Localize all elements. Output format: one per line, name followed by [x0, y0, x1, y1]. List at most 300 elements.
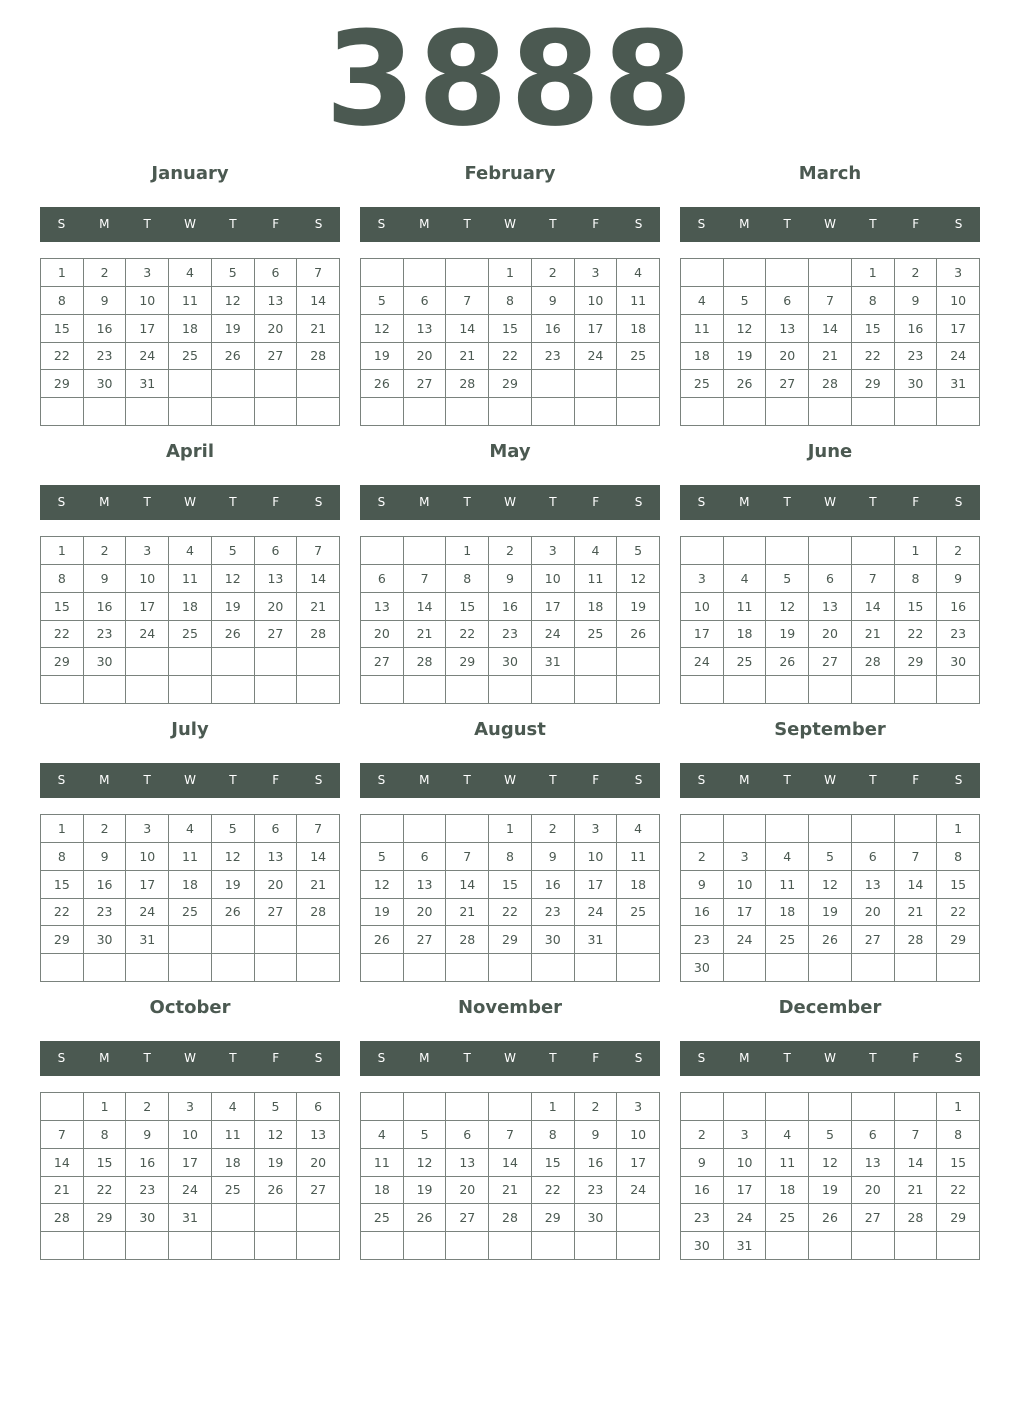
empty-cell [532, 398, 575, 426]
day-cell: 9 [489, 565, 532, 593]
day-cell: 12 [212, 843, 255, 871]
day-cell: 23 [681, 926, 724, 954]
empty-cell [446, 815, 489, 843]
weekday-label: F [592, 217, 600, 231]
empty-cell [724, 259, 767, 287]
day-cell: 21 [446, 899, 489, 927]
weekday-label: W [504, 773, 516, 787]
day-cell: 24 [724, 926, 767, 954]
day-cell: 13 [809, 593, 852, 621]
day-cell: 10 [575, 287, 618, 315]
day-cell: 22 [937, 899, 980, 927]
day-cell: 4 [724, 565, 767, 593]
day-cell: 16 [84, 315, 127, 343]
empty-cell [126, 954, 169, 982]
day-cell: 17 [617, 1149, 660, 1177]
weekday-header [360, 1041, 660, 1076]
empty-cell [809, 815, 852, 843]
weekday-label: T [143, 1051, 151, 1065]
day-cell: 29 [532, 1204, 575, 1232]
day-cell: 5 [809, 843, 852, 871]
weekday-label: T [229, 495, 237, 509]
day-cell: 27 [404, 926, 447, 954]
empty-cell [809, 537, 852, 565]
day-cell: 7 [404, 565, 447, 593]
empty-cell [297, 1204, 340, 1232]
day-cell: 24 [575, 343, 618, 371]
day-cell: 21 [41, 1177, 84, 1205]
day-cell: 17 [575, 871, 618, 899]
day-cell: 16 [532, 871, 575, 899]
day-cell: 25 [617, 343, 660, 371]
day-cell: 11 [766, 871, 809, 899]
day-cell: 19 [617, 593, 660, 621]
day-cell: 30 [84, 926, 127, 954]
day-cell: 11 [169, 843, 212, 871]
day-cell: 16 [937, 593, 980, 621]
day-cell: 31 [937, 370, 980, 398]
day-cell: 22 [41, 621, 84, 649]
day-cell: 29 [41, 370, 84, 398]
day-cell: 18 [766, 899, 809, 927]
month-title: July [171, 719, 209, 740]
day-cell: 19 [809, 1177, 852, 1205]
empty-cell [212, 1204, 255, 1232]
day-cell: 26 [212, 343, 255, 371]
day-cell: 6 [404, 287, 447, 315]
day-cell: 19 [724, 343, 767, 371]
day-cell: 5 [361, 287, 404, 315]
day-cell: 12 [255, 1121, 298, 1149]
empty-cell [895, 398, 938, 426]
weekday-header [360, 763, 660, 798]
empty-cell [84, 398, 127, 426]
day-cell: 11 [681, 315, 724, 343]
day-cell: 12 [212, 287, 255, 315]
weekday-header [680, 207, 980, 242]
day-cell: 30 [895, 370, 938, 398]
empty-cell [255, 1204, 298, 1232]
empty-cell [297, 954, 340, 982]
empty-cell [84, 676, 127, 704]
day-cell: 21 [446, 343, 489, 371]
day-cell: 6 [361, 565, 404, 593]
day-cell: 25 [212, 1177, 255, 1205]
day-cell: 5 [212, 259, 255, 287]
day-cell: 21 [852, 621, 895, 649]
weekday-label: S [954, 773, 963, 787]
day-cell: 19 [809, 899, 852, 927]
weekday-label: S [697, 217, 706, 231]
day-cell: 5 [212, 537, 255, 565]
day-cell: 7 [895, 843, 938, 871]
day-cell: 6 [297, 1093, 340, 1121]
day-cell: 20 [404, 343, 447, 371]
empty-cell [724, 1093, 767, 1121]
day-cell: 12 [809, 1149, 852, 1177]
weekday-label: T [549, 1051, 557, 1065]
day-cell: 20 [255, 315, 298, 343]
empty-cell [41, 954, 84, 982]
empty-cell [937, 1232, 980, 1260]
empty-cell [766, 954, 809, 982]
empty-cell [681, 537, 724, 565]
weekday-label: S [377, 495, 386, 509]
day-cell: 15 [937, 871, 980, 899]
empty-cell [169, 398, 212, 426]
empty-cell [404, 815, 447, 843]
weekday-label: T [783, 217, 791, 231]
day-cell: 26 [809, 1204, 852, 1232]
empty-cell [895, 676, 938, 704]
weekday-label: S [314, 217, 323, 231]
day-cell: 19 [404, 1177, 447, 1205]
day-cell: 15 [84, 1149, 127, 1177]
day-cell: 25 [361, 1204, 404, 1232]
empty-cell [169, 676, 212, 704]
weekday-label: S [634, 1051, 643, 1065]
day-cell: 22 [489, 343, 532, 371]
weekday-label: T [463, 1051, 471, 1065]
weekday-label: T [143, 773, 151, 787]
weekday-label: M [419, 773, 430, 787]
day-cell: 10 [617, 1121, 660, 1149]
day-cell: 28 [446, 370, 489, 398]
empty-cell [681, 815, 724, 843]
day-cell: 29 [41, 926, 84, 954]
empty-cell [575, 1232, 618, 1260]
weekday-label: W [824, 495, 836, 509]
day-cell: 28 [489, 1204, 532, 1232]
day-cell: 30 [84, 370, 127, 398]
empty-cell [895, 1093, 938, 1121]
day-cell: 21 [895, 899, 938, 927]
day-cell: 14 [297, 565, 340, 593]
day-cell: 27 [809, 648, 852, 676]
weekday-label: M [99, 495, 110, 509]
day-cell: 26 [809, 926, 852, 954]
year-title: 3888 [325, 3, 695, 155]
day-cell: 30 [937, 648, 980, 676]
day-cell: 2 [489, 537, 532, 565]
day-cell: 8 [489, 843, 532, 871]
day-cell: 9 [681, 1149, 724, 1177]
day-cell: 7 [489, 1121, 532, 1149]
day-cell: 4 [766, 1121, 809, 1149]
day-cell: 28 [297, 899, 340, 927]
empty-cell [297, 676, 340, 704]
day-cell: 20 [255, 593, 298, 621]
day-cell: 16 [895, 315, 938, 343]
empty-cell [852, 537, 895, 565]
day-cell: 14 [404, 593, 447, 621]
day-cell: 7 [41, 1121, 84, 1149]
day-cell: 18 [169, 315, 212, 343]
empty-cell [361, 676, 404, 704]
day-cell: 17 [126, 315, 169, 343]
month-title: May [489, 441, 531, 462]
empty-cell [126, 1232, 169, 1260]
day-cell: 9 [126, 1121, 169, 1149]
day-cell: 29 [489, 370, 532, 398]
day-cell: 24 [126, 899, 169, 927]
day-cell: 3 [575, 815, 618, 843]
empty-cell [446, 676, 489, 704]
day-cell: 27 [852, 926, 895, 954]
weekday-label: W [504, 217, 516, 231]
empty-cell [297, 398, 340, 426]
empty-cell [361, 1093, 404, 1121]
day-cell: 23 [84, 899, 127, 927]
day-cell: 17 [724, 899, 767, 927]
empty-cell [766, 537, 809, 565]
empty-cell [852, 676, 895, 704]
day-cell: 1 [532, 1093, 575, 1121]
day-cell: 1 [41, 537, 84, 565]
day-grid [360, 1092, 660, 1260]
weekday-label: S [57, 773, 66, 787]
day-grid [360, 258, 660, 426]
day-cell: 8 [41, 565, 84, 593]
day-cell: 19 [255, 1149, 298, 1177]
day-cell: 17 [575, 315, 618, 343]
empty-cell [255, 398, 298, 426]
weekday-label: S [377, 1051, 386, 1065]
day-cell: 23 [532, 899, 575, 927]
empty-cell [404, 398, 447, 426]
weekday-label: T [869, 1051, 877, 1065]
day-cell: 15 [895, 593, 938, 621]
day-cell: 4 [169, 537, 212, 565]
empty-cell [404, 1232, 447, 1260]
day-cell: 6 [255, 537, 298, 565]
weekday-label: S [314, 495, 323, 509]
day-cell: 25 [766, 926, 809, 954]
day-cell: 14 [446, 871, 489, 899]
empty-cell [617, 370, 660, 398]
empty-cell [41, 398, 84, 426]
day-cell: 13 [255, 843, 298, 871]
day-cell: 1 [489, 815, 532, 843]
day-cell: 26 [404, 1204, 447, 1232]
empty-cell [255, 1232, 298, 1260]
day-cell: 2 [84, 815, 127, 843]
empty-cell [84, 1232, 127, 1260]
month-title: November [457, 997, 563, 1018]
day-cell: 29 [489, 926, 532, 954]
day-cell: 11 [575, 565, 618, 593]
day-cell: 1 [489, 259, 532, 287]
month-title: October [149, 997, 231, 1018]
empty-cell [255, 926, 298, 954]
day-cell: 24 [126, 621, 169, 649]
day-cell: 23 [126, 1177, 169, 1205]
day-cell: 26 [255, 1177, 298, 1205]
day-cell: 9 [532, 843, 575, 871]
day-cell: 16 [681, 1177, 724, 1205]
day-cell: 10 [937, 287, 980, 315]
weekday-label: F [592, 495, 600, 509]
weekday-label: F [912, 773, 920, 787]
day-cell: 20 [255, 871, 298, 899]
empty-cell [212, 926, 255, 954]
weekday-label: T [783, 773, 791, 787]
day-cell: 13 [852, 871, 895, 899]
day-cell: 25 [724, 648, 767, 676]
weekday-label: T [869, 495, 877, 509]
weekday-label: F [912, 217, 920, 231]
day-cell: 18 [724, 621, 767, 649]
day-grid [360, 814, 660, 982]
day-cell: 18 [575, 593, 618, 621]
empty-cell [852, 1232, 895, 1260]
day-cell: 24 [617, 1177, 660, 1205]
day-cell: 30 [532, 926, 575, 954]
weekday-label: S [634, 773, 643, 787]
day-cell: 29 [937, 1204, 980, 1232]
empty-cell [852, 815, 895, 843]
day-cell: 27 [255, 343, 298, 371]
weekday-label: F [272, 1051, 280, 1065]
day-cell: 23 [532, 343, 575, 371]
day-cell: 23 [895, 343, 938, 371]
day-cell: 18 [766, 1177, 809, 1205]
empty-cell [361, 815, 404, 843]
day-cell: 13 [255, 287, 298, 315]
empty-cell [489, 1232, 532, 1260]
day-cell: 1 [937, 1093, 980, 1121]
day-cell: 29 [84, 1204, 127, 1232]
weekday-label: W [504, 1051, 516, 1065]
weekday-label: S [697, 1051, 706, 1065]
weekday-label: S [954, 495, 963, 509]
day-cell: 27 [297, 1177, 340, 1205]
day-cell: 11 [169, 565, 212, 593]
day-cell: 10 [724, 871, 767, 899]
day-cell: 15 [41, 871, 84, 899]
weekday-header [40, 1041, 340, 1076]
day-cell: 17 [681, 621, 724, 649]
day-cell: 7 [297, 537, 340, 565]
weekday-label: T [143, 217, 151, 231]
weekday-label: W [824, 1051, 836, 1065]
empty-cell [852, 954, 895, 982]
empty-cell [617, 926, 660, 954]
day-cell: 27 [852, 1204, 895, 1232]
empty-cell [809, 1232, 852, 1260]
day-cell: 25 [575, 621, 618, 649]
day-cell: 12 [212, 565, 255, 593]
empty-cell [681, 676, 724, 704]
weekday-label: W [504, 495, 516, 509]
empty-cell [617, 1204, 660, 1232]
day-cell: 5 [809, 1121, 852, 1149]
weekday-label: F [272, 773, 280, 787]
empty-cell [617, 648, 660, 676]
day-cell: 11 [212, 1121, 255, 1149]
day-cell: 8 [532, 1121, 575, 1149]
month-title: February [464, 163, 556, 184]
day-cell: 1 [852, 259, 895, 287]
day-cell: 13 [255, 565, 298, 593]
day-cell: 8 [895, 565, 938, 593]
month-title: March [798, 163, 862, 184]
day-cell: 23 [84, 343, 127, 371]
day-cell: 5 [361, 843, 404, 871]
day-cell: 26 [212, 899, 255, 927]
empty-cell [852, 398, 895, 426]
day-cell: 16 [575, 1149, 618, 1177]
weekday-header [360, 485, 660, 520]
day-cell: 14 [809, 315, 852, 343]
day-cell: 2 [895, 259, 938, 287]
day-cell: 21 [489, 1177, 532, 1205]
weekday-label: W [824, 217, 836, 231]
empty-cell [937, 398, 980, 426]
empty-cell [404, 259, 447, 287]
day-cell: 18 [617, 315, 660, 343]
day-cell: 13 [446, 1149, 489, 1177]
day-cell: 7 [446, 287, 489, 315]
empty-cell [809, 954, 852, 982]
day-cell: 20 [446, 1177, 489, 1205]
day-grid [360, 536, 660, 704]
weekday-label: T [463, 217, 471, 231]
day-cell: 4 [575, 537, 618, 565]
weekday-label: S [57, 1051, 66, 1065]
weekday-label: F [912, 1051, 920, 1065]
day-cell: 20 [404, 899, 447, 927]
weekday-header [40, 485, 340, 520]
day-cell: 5 [212, 815, 255, 843]
empty-cell [724, 815, 767, 843]
weekday-label: S [697, 773, 706, 787]
day-cell: 1 [41, 815, 84, 843]
day-cell: 15 [41, 593, 84, 621]
weekday-label: W [184, 217, 196, 231]
day-cell: 6 [255, 815, 298, 843]
day-cell: 27 [404, 370, 447, 398]
day-cell: 4 [361, 1121, 404, 1149]
day-cell: 3 [724, 843, 767, 871]
day-cell: 20 [297, 1149, 340, 1177]
empty-cell [724, 537, 767, 565]
day-cell: 31 [126, 370, 169, 398]
day-cell: 3 [169, 1093, 212, 1121]
day-cell: 22 [852, 343, 895, 371]
day-cell: 2 [575, 1093, 618, 1121]
day-cell: 3 [617, 1093, 660, 1121]
weekday-label: F [592, 1051, 600, 1065]
empty-cell [212, 370, 255, 398]
weekday-label: W [184, 773, 196, 787]
day-cell: 22 [446, 621, 489, 649]
empty-cell [212, 1232, 255, 1260]
day-cell: 24 [724, 1204, 767, 1232]
empty-cell [724, 676, 767, 704]
day-cell: 13 [404, 315, 447, 343]
day-cell: 10 [724, 1149, 767, 1177]
month-title: September [774, 719, 886, 740]
day-cell: 8 [852, 287, 895, 315]
weekday-header [360, 207, 660, 242]
day-cell: 3 [126, 815, 169, 843]
day-cell: 15 [489, 871, 532, 899]
day-cell: 14 [489, 1149, 532, 1177]
day-cell: 15 [852, 315, 895, 343]
day-cell: 16 [84, 871, 127, 899]
weekday-label: F [592, 773, 600, 787]
